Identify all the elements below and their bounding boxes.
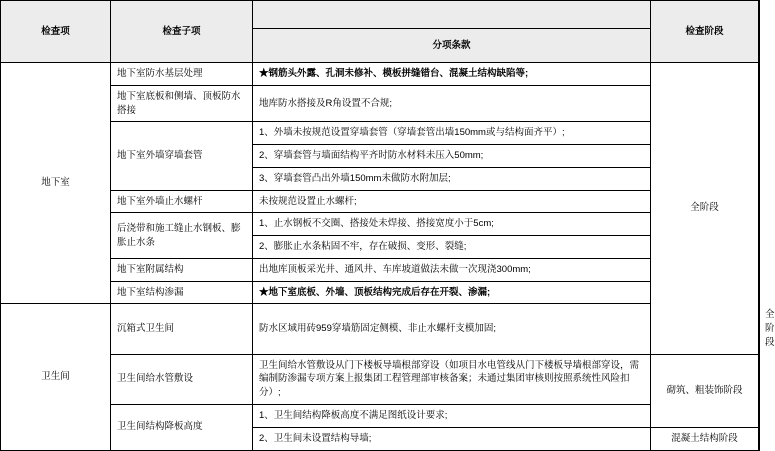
table-row (1, 122, 760, 145)
check-subitem-cell: 地下室附属结构 (111, 258, 253, 281)
clause-cell: 1、止水钢板不交圈、搭接处未焊接、搭接宽度小于5cm; (253, 213, 651, 236)
table-row (1, 304, 760, 354)
check-item-cell: 地下室 (1, 63, 111, 304)
table-row (1, 405, 760, 428)
clause-cell: 卫生间给水管敷设从门下楼板导墙根部穿设（如项目水电管线从门下楼板导墙根部穿设，需编制防渗漏专项方案上报集团工程管理部审核备案；未通过集团审核则按照系统性风险扣分）; (253, 354, 651, 404)
header-clause-top (253, 1, 651, 29)
check-subitem-cell: 地下室外墙穿墙套管 (111, 122, 253, 190)
clause-cell: 2、穿墙套管与墙面结构平齐时防水材料未压入50mm; (253, 145, 651, 168)
table-row (1, 85, 760, 122)
clause-cell: 地库防水搭接及R角设置不合规; (253, 85, 651, 122)
table-row (1, 354, 760, 404)
check-subitem-cell: 地下室防水基层处理 (111, 63, 253, 86)
check-stage-cell: 砌筑、粗装饰阶段 (651, 354, 759, 427)
clause-cell: 2、膨胀止水条粘固不牢，存在破损、变形、裂缝; (253, 236, 651, 259)
check-subitem-cell: 卫生间给水管敷设 (111, 354, 253, 404)
header-clause: 分项条款 (253, 29, 651, 63)
table-row (1, 258, 760, 281)
header-check-stage: 检查阶段 (651, 1, 759, 63)
check-subitem-cell: 卫生间结构降板高度 (111, 405, 253, 451)
header-row-top (1, 1, 760, 29)
clause-cell: 未按规范设置止水螺杆; (253, 190, 651, 213)
check-subitem-cell: 沉箱式卫生间 (111, 304, 253, 354)
check-subitem-cell: 地下室底板和侧墙、顶板防水搭接 (111, 85, 253, 122)
table-row (1, 190, 760, 213)
check-item-cell: 卫生间 (1, 304, 111, 450)
check-stage-cell: 混凝土结构阶段 (651, 427, 759, 450)
header-check-item: 检查项 (1, 1, 111, 63)
check-stage-cell: 全阶段 (651, 63, 759, 355)
clause-cell: 1、外墙未按规范设置穿墙套管（穿墙套管出墙150mm或与结构面齐平）; (253, 122, 651, 145)
table-header (1, 1, 760, 63)
table-row (1, 213, 760, 236)
clause-cell: 出地库顶板采光井、通风井、车库坡道做法未做一次现浇300mm; (253, 258, 651, 281)
check-subitem-cell: 地下室结构渗漏 (111, 281, 253, 304)
table-body (1, 63, 775, 451)
clause-cell: 1、卫生间结构降板高度不满足图纸设计要求; (253, 405, 651, 428)
check-stage-cell: 全阶段 (759, 304, 760, 354)
check-subitem-cell: 地下室外墙止水螺杆 (111, 190, 253, 213)
header-check-subitem: 检查子项 (111, 1, 253, 63)
clause-cell: 3、穿墙套管凸出外墙150mm未做防水附加层; (253, 167, 651, 190)
clause-cell: 2、卫生间未设置结构导墙; (253, 427, 651, 450)
clause-cell: ★地下室底板、外墙、顶板结构完成后存在开裂、渗漏; (253, 281, 651, 304)
clause-cell: 防水区域用砖959穿墙筋固定侧模、非止水螺杆支模加固; (253, 304, 651, 354)
table-row (1, 63, 760, 86)
clause-cell: ★钢筋头外露、孔洞未修补、模板拼缝错台、混凝土结构缺陷等; (253, 63, 651, 86)
table-row (1, 281, 760, 304)
check-subitem-cell: 后浇带和施工缝止水钢板、膨胀止水条 (111, 213, 253, 259)
